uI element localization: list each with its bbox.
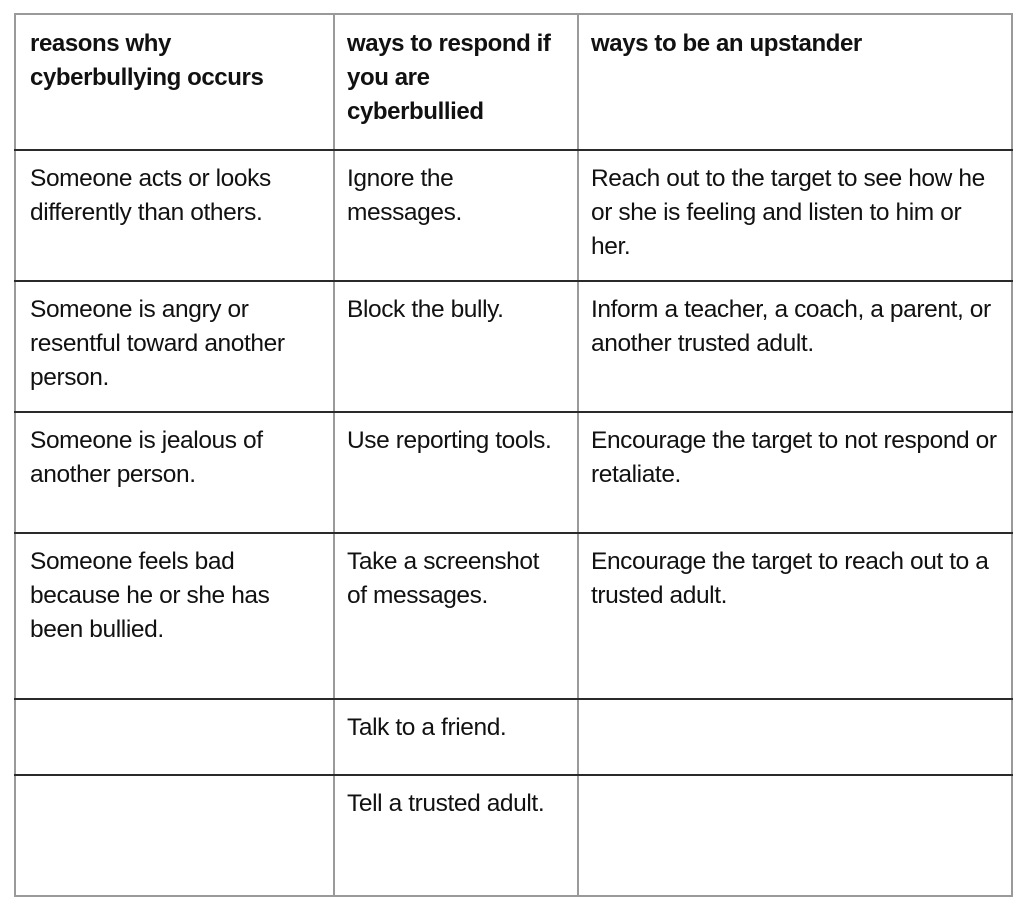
cell-reason (15, 699, 334, 775)
cell-reason: Someone is angry or resentful toward another person. (15, 281, 334, 412)
table-row (15, 281, 1012, 412)
header-upstander: ways to be an upstander (578, 14, 1012, 150)
header-reasons: reasons why cyberbullying occurs (15, 14, 334, 150)
table-row (15, 775, 1012, 896)
cell-upstander (578, 699, 1012, 775)
cell-reason: Someone feels bad because he or she has been bullied. (15, 533, 334, 699)
cell-reason (15, 775, 334, 896)
cell-response: Take a screenshot of messages. (334, 533, 578, 699)
cell-upstander: Inform a teacher, a coach, a parent, or another trusted adult. (578, 281, 1012, 412)
cell-response: Talk to a friend. (334, 699, 578, 775)
table-row (15, 699, 1012, 775)
cell-response: Block the bully. (334, 281, 578, 412)
cell-response: Use reporting tools. (334, 412, 578, 533)
cell-upstander: Encourage the target to not respond or retaliate. (578, 412, 1012, 533)
cell-upstander: Reach out to the target to see how he or she is feeling and listen to him or her. (578, 150, 1012, 281)
table-header-row (15, 14, 1012, 150)
cell-response: Ignore the messages. (334, 150, 578, 281)
table-row (15, 150, 1012, 281)
cell-reason: Someone is jealous of another person. (15, 412, 334, 533)
header-ways-to-respond: ways to respond if you are cyberbullied (334, 14, 578, 150)
table-row (15, 412, 1012, 533)
cell-upstander: Encourage the target to reach out to a trusted adult. (578, 533, 1012, 699)
cell-reason: Someone acts or looks differently than others. (15, 150, 334, 281)
cell-upstander (578, 775, 1012, 896)
cyberbullying-table (14, 13, 1013, 897)
table-row (15, 533, 1012, 699)
cell-response: Tell a trusted adult. (334, 775, 578, 896)
